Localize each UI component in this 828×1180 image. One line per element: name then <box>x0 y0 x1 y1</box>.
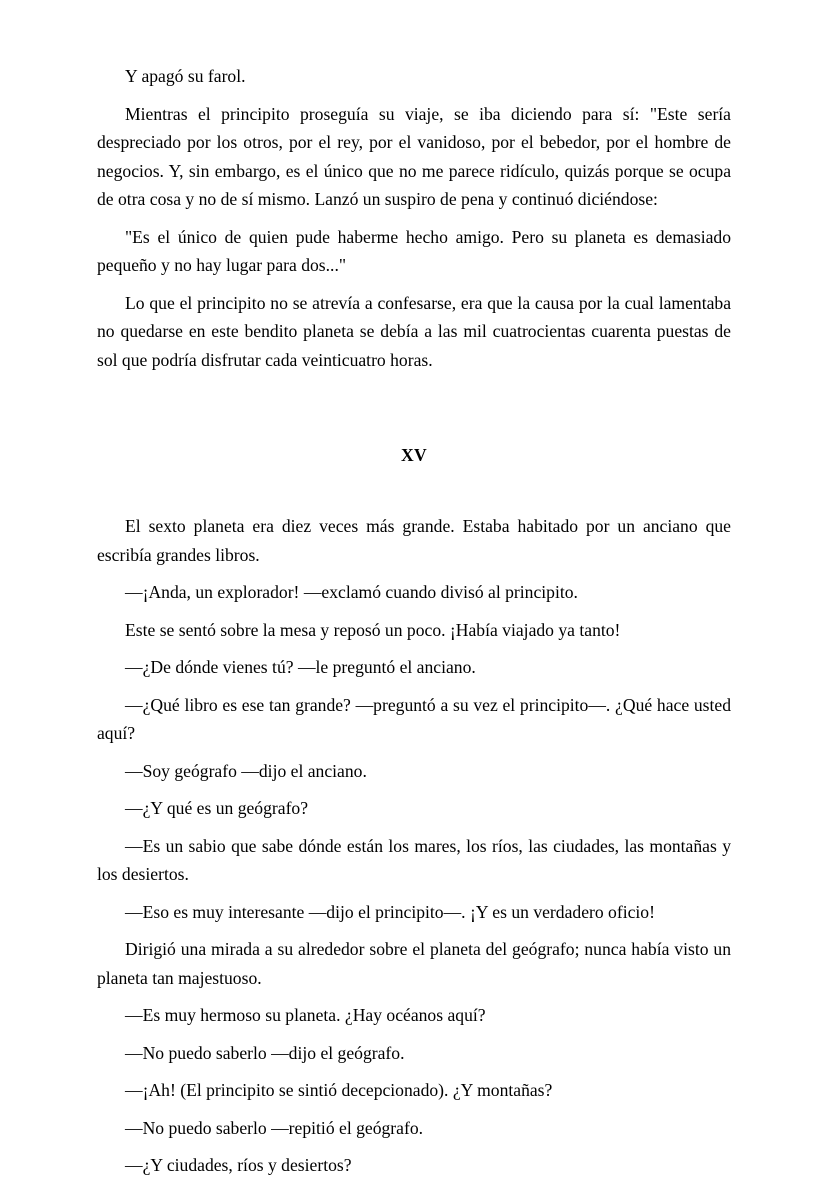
paragraph: Y apagó su farol. <box>125 66 246 86</box>
paragraph: Mientras el principito proseguía su viaje, se iba diciendo para sí: "Este sería despreciado por los otros, por el rey, por el vanidoso, por el bebedor, por el hombre de negocios. Y, sin embargo, es el único que no me parece ridículo, quizás porque se ocupa de otra cosa y no de sí mismo. Lanzó un suspiro de pena y continuó diciéndose: <box>97 103 731 209</box>
paragraph: —¿Y qué es un geógrafo? <box>125 798 309 818</box>
paragraph: —¡Ah! (El principito se sintió decepcionado). ¿Y montañas? <box>125 1080 553 1100</box>
paragraph: —¿Qué libro es ese tan grande? —preguntó a su vez el principito—. ¿Qué hace usted aquí? <box>97 694 731 743</box>
paragraph: Este se sentó sobre la mesa y reposó un poco. ¡Había viajado ya tanto! <box>125 619 621 640</box>
paragraph: —Eso es muy interesante —dijo el principito—. ¡Y es un verdadero oficio! <box>125 901 655 922</box>
chapter-heading: XV <box>400 445 427 465</box>
paragraph: —Es muy hermoso su planeta. ¿Hay océanos aquí? <box>125 1005 486 1025</box>
paragraph: —¡Anda, un explorador! —exclamó cuando divisó al principito. <box>125 582 578 602</box>
paragraph: Dirigió una mirada a su alrededor sobre el planeta del geógrafo; nunca había visto un planeta tan majestuoso. <box>97 939 731 988</box>
paragraph: "Es el único de quien pude haberme hecho amigo. Pero su planeta es demasiado pequeño y no hay lugar para dos..." <box>97 226 731 275</box>
spacer <box>97 383 731 445</box>
paragraph: —¿Y ciudades, ríos y desiertos? <box>125 1155 352 1175</box>
paragraph: —¿De dónde vienes tú? —le preguntó el anciano. <box>125 657 476 677</box>
paragraph: —Es un sabio que sabe dónde están los mares, los ríos, las ciudades, las montañas y los desiertos. <box>97 835 731 884</box>
spacer <box>97 466 731 512</box>
paragraph: —Soy geógrafo —dijo el anciano. <box>125 760 367 781</box>
paragraph: —No puedo saberlo —repitió el geógrafo. <box>125 1117 424 1138</box>
paragraph: —No puedo saberlo —dijo el geógrafo. <box>125 1042 405 1063</box>
paragraph: Lo que el principito no se atrevía a confesarse, era que la causa por la cual lamentaba no quedarse en este bendito planeta se debía a las mil cuatrocientas cuarenta puestas de sol que podría disfrutar cada veinticuatro horas. <box>97 292 731 370</box>
paragraph: El sexto planeta era diez veces más grande. Estaba habitado por un anciano que escribía grandes libros. <box>97 516 731 565</box>
